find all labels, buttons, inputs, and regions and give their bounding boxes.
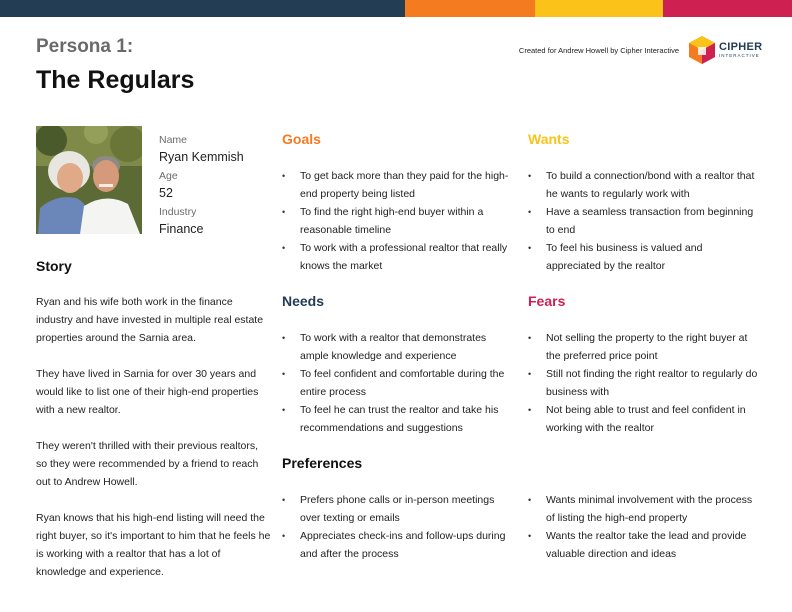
preferences-list	[282, 491, 512, 563]
persona-photo	[36, 126, 142, 234]
preference-item: • Prefers phone calls or in-person meetings over texting or emails	[282, 491, 512, 527]
cipher-logo-icon	[689, 36, 715, 64]
color-bar-navy	[0, 0, 405, 17]
color-bar-orange	[405, 0, 535, 17]
need-item: • To feel he can trust the realtor and take his recommendations and suggestions	[282, 401, 512, 437]
preference-item: • Appreciates check-ins and follow-ups during and after the process	[282, 527, 512, 563]
want-item: • Have a seamless transaction from beginning to end	[528, 203, 758, 239]
color-bar-red	[663, 0, 792, 17]
story-paragraph: Ryan knows that his high-end listing will need the right buyer, so it's important to him that he feels he is working with a realtor that has a lot of knowledge and experience.	[36, 512, 271, 578]
name-label: Name	[159, 134, 188, 146]
created-for-credit: Created for Andrew Howell by Cipher Interactive	[518, 46, 679, 55]
goals-list	[282, 167, 512, 275]
fears-heading: Fears	[528, 293, 566, 309]
color-bar-yellow	[535, 0, 663, 17]
need-item: • To feel confident and comfortable during the entire process	[282, 365, 512, 401]
story-heading: Story	[36, 258, 72, 274]
fear-item: • Not being able to trust and feel confident in working with the realtor	[528, 401, 758, 437]
fear-item: • Not selling the property to the right buyer at the preferred price point	[528, 329, 758, 365]
story-paragraph: Ryan and his wife both work in the finance industry and have invested in multiple real estate properties around the Sarnia area.	[36, 296, 264, 344]
needs-list	[282, 329, 512, 437]
page-title: The Regulars	[36, 66, 195, 94]
story-paragraph: They have lived in Sarnia for over 30 years and would like to list one of their high-end properties with a new realtor.	[36, 368, 259, 416]
industry-label: Industry	[159, 206, 197, 218]
story-paragraph: They weren't thrilled with their previous realtors, so they were recommended by a friend to reach out to Andrew Howell.	[36, 440, 259, 488]
name-value: Ryan Kemmish	[159, 150, 244, 164]
wants-list	[528, 167, 758, 275]
cipher-logo-wordmark: CIPHER	[719, 41, 763, 53]
needs-heading: Needs	[282, 293, 325, 309]
goal-item: • To get back more than they paid for the high-end property being listed	[282, 167, 512, 203]
need-item: • To work with a realtor that demonstrates ample knowledge and experience	[282, 329, 512, 365]
want-item: • To feel his business is valued and appreciated by the realtor	[528, 239, 758, 275]
wants-heading: Wants	[528, 131, 570, 147]
age-value: 52	[159, 186, 173, 200]
preference-item: • Wants the realtor take the lead and provide valuable direction and ideas	[528, 527, 758, 563]
cipher-logo-subtitle: INTERACTIVE	[719, 53, 760, 58]
fears-list	[528, 329, 758, 437]
preference-item: • Wants minimal involvement with the process of listing the high-end property	[528, 491, 758, 527]
goal-item: • To find the right high-end buyer within a reasonable timeline	[282, 203, 512, 239]
preferences-list-right	[528, 491, 758, 563]
industry-value: Finance	[159, 222, 204, 236]
goal-item: • To work with a professional realtor that really knows the market	[282, 239, 512, 275]
age-label: Age	[159, 170, 178, 182]
persona-label: Persona 1:	[36, 36, 134, 57]
goals-heading: Goals	[282, 131, 321, 147]
top-color-bar	[0, 0, 792, 17]
want-item: • To build a connection/bond with a realtor that he wants to regularly work with	[528, 167, 758, 203]
fear-item: • Still not finding the right realtor to regularly do business with	[528, 365, 758, 401]
preferences-heading: Preferences	[282, 455, 363, 471]
